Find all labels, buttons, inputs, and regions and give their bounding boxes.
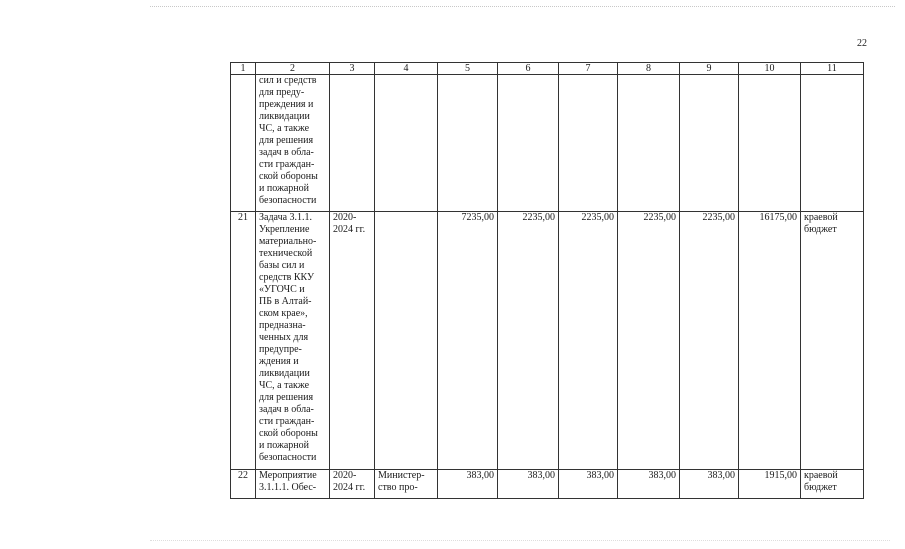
row-period [330, 470, 375, 499]
row-period-text: 2020- 2024 гг. [333, 212, 366, 235]
row-value-2022: 383,00 [559, 470, 618, 499]
row-value-2024 [680, 75, 739, 212]
row-name-text: сил и средств для преду- преждения и ликвидации ЧС, а также для решения задач в обла- сти граждан- ской обороны и пожарной безопасности [259, 75, 318, 206]
row-period-text: 2020- 2024 гг. [333, 470, 366, 493]
row-executor [375, 75, 438, 212]
column-header: 10 [739, 63, 801, 75]
row-source [801, 470, 864, 499]
row-name-text: Мероприятие 3.1.1.1. Обес- [259, 470, 317, 493]
row-value-2021 [498, 75, 559, 212]
row-value-2021: 2235,00 [498, 212, 559, 470]
row-number: 21 [231, 212, 256, 470]
row-value-2021: 383,00 [498, 470, 559, 499]
row-total: 1915,00 [739, 470, 801, 499]
row-period [330, 212, 375, 470]
scan-artifact-top [150, 6, 895, 7]
table-row [231, 75, 864, 212]
row-source-text: краевой бюджет [804, 212, 838, 235]
row-name [256, 212, 330, 470]
column-header: 4 [375, 63, 438, 75]
row-value-2024: 2235,00 [680, 212, 739, 470]
document-table [230, 62, 864, 499]
row-value-2023: 383,00 [618, 470, 680, 499]
row-value-2022: 2235,00 [559, 212, 618, 470]
row-executor-text: Министер- ство про- [378, 470, 425, 493]
row-value-2024: 383,00 [680, 470, 739, 499]
table-row [231, 470, 864, 499]
row-period [330, 75, 375, 212]
column-header: 1 [231, 63, 256, 75]
row-source [801, 212, 864, 470]
row-number: 22 [231, 470, 256, 499]
row-executor [375, 212, 438, 470]
column-header: 11 [801, 63, 864, 75]
header-row [231, 63, 864, 75]
row-total: 16175,00 [739, 212, 801, 470]
column-header: 8 [618, 63, 680, 75]
row-total [739, 75, 801, 212]
row-value-2020: 7235,00 [438, 212, 498, 470]
scan-artifact-bottom [150, 540, 890, 541]
row-name-text: Задача 3.1.1. Укрепление материально- технической базы сил и средств ККУ «УГОЧС и ПБ в Алтай- ском крае», предназна- ченных для предупре- ждения и ликвидации ЧС, а также для решения задач в обла- сти граждан- ской обороны и пожарной безопасности [259, 212, 318, 463]
row-number [231, 75, 256, 212]
row-value-2023: 2235,00 [618, 212, 680, 470]
column-header: 2 [256, 63, 330, 75]
column-header: 6 [498, 63, 559, 75]
row-source-text: краевой бюджет [804, 470, 838, 493]
row-value-2022 [559, 75, 618, 212]
page-number: 22 [857, 38, 867, 49]
column-header: 7 [559, 63, 618, 75]
row-value-2023 [618, 75, 680, 212]
row-value-2020 [438, 75, 498, 212]
column-header: 5 [438, 63, 498, 75]
row-value-2020: 383,00 [438, 470, 498, 499]
row-executor [375, 470, 438, 499]
row-name [256, 75, 330, 212]
row-name [256, 470, 330, 499]
row-source [801, 75, 864, 212]
column-header: 9 [680, 63, 739, 75]
column-header: 3 [330, 63, 375, 75]
table-row [231, 212, 864, 470]
